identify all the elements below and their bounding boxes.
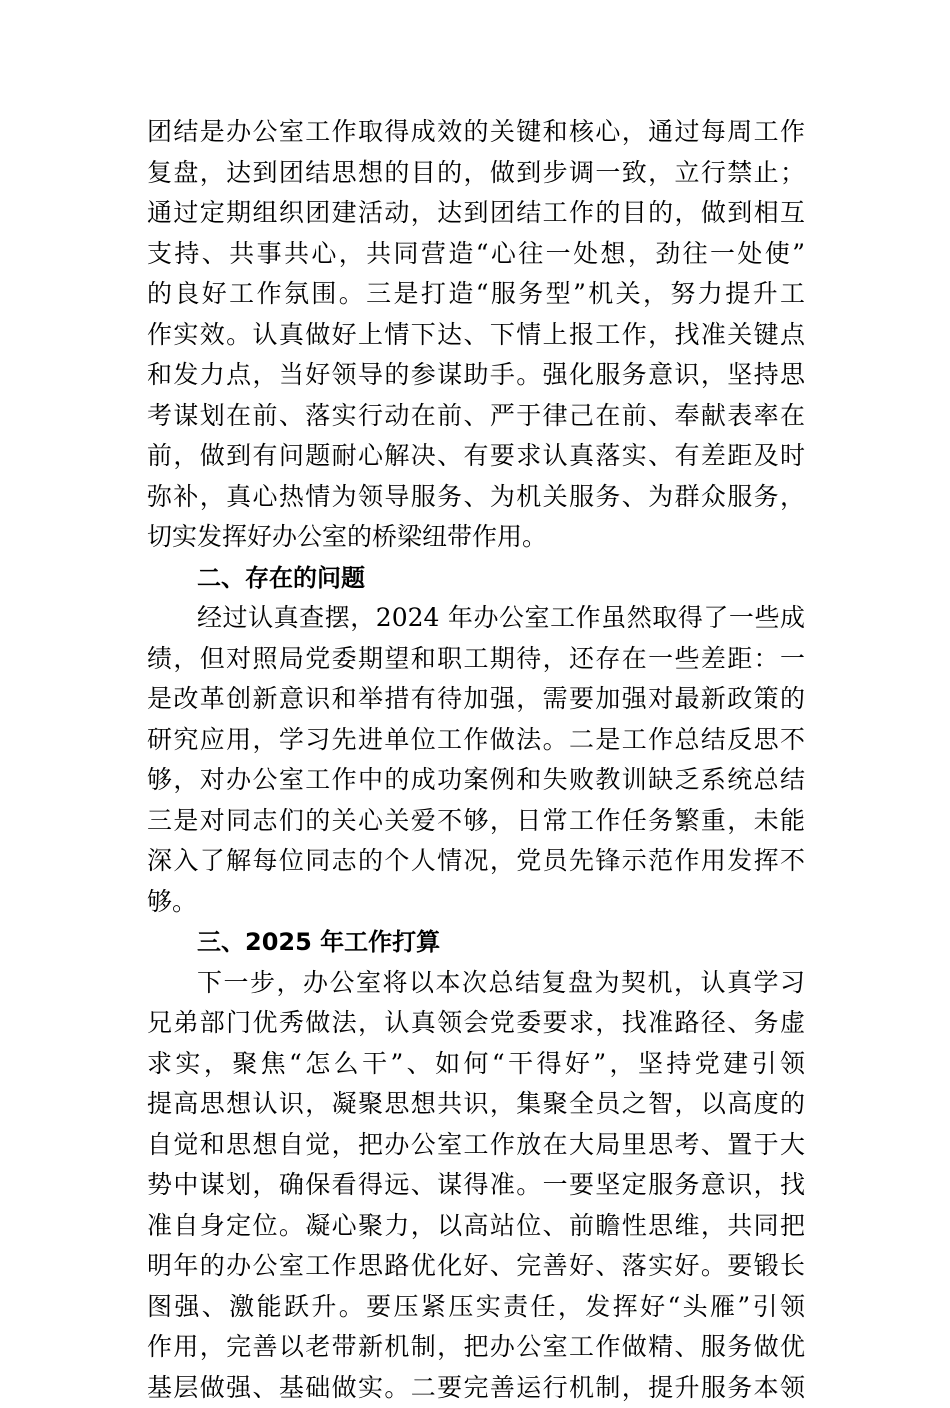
section3-paragraph	[147, 963, 805, 1408]
text-line: 兄弟部门优秀做法，认真领会党委要求，找准路径、务虚	[147, 1003, 805, 1044]
text-line: 准自身定位。凝心聚力，以高站位、前瞻性思维，共同把	[147, 1206, 805, 1247]
text-line: 是改革创新意识和举措有待加强，需要加强对最新政策的	[147, 679, 805, 720]
text-line: 作实效。认真做好上情下达、下情上报工作，找准关键点	[147, 315, 805, 356]
text-line: 作用，完善以老带新机制，把办公室工作做精、服务做优	[147, 1327, 805, 1368]
text-line: 三是对同志们的关心关爱不够，日常工作任务繁重，未能	[147, 801, 805, 842]
text-line: 弥补，真心热情为领导服务、为机关服务、为群众服务，	[147, 477, 805, 518]
text-line: 切实发挥好办公室的桥梁纽带作用。	[147, 517, 805, 558]
text-line: 的良好工作氛围。三是打造“服务型”机关，努力提升工	[147, 274, 805, 315]
text-line: 够。	[147, 882, 805, 923]
text-line: 提高思想认识，凝聚思想共识，集聚全员之智，以高度的	[147, 1084, 805, 1125]
section1-paragraph	[147, 112, 805, 558]
text-line: 求实，聚焦“怎么干”、如何“干得好”，坚持党建引领	[147, 1044, 805, 1085]
text-line: 通过定期组织团建活动，达到团结工作的目的，做到相互	[147, 193, 805, 234]
text-line: 团结是办公室工作取得成效的关键和核心，通过每周工作	[147, 112, 805, 153]
section2-paragraph	[147, 598, 805, 922]
text-line: 图强、激能跃升。要压紧压实责任，发挥好“头雁”引领	[147, 1287, 805, 1328]
text-line: 势中谋划，确保看得远、谋得准。一要坚定服务意识，找	[147, 1165, 805, 1206]
text-line: 下一步，办公室将以本次总结复盘为契机，认真学习	[147, 963, 805, 1004]
text-line: 明年的办公室工作思路优化好、完善好、落实好。要锻长	[147, 1246, 805, 1287]
text-line: 考谋划在前、落实行动在前、严于律己在前、奉献表率在	[147, 396, 805, 437]
text-line: 复盘，达到团结思想的目的，做到步调一致，立行禁止；	[147, 153, 805, 194]
text-line: 支持、共事共心，共同营造“心往一处想，劲往一处使”	[147, 234, 805, 275]
text-line: 经过认真查摆，2024 年办公室工作虽然取得了一些成	[147, 598, 805, 639]
text-line: 绩，但对照局党委期望和职工期待，还存在一些差距：一	[147, 639, 805, 680]
document-page	[147, 112, 805, 1408]
text-line: 深入了解每位同志的个人情况，党员先锋示范作用发挥不	[147, 841, 805, 882]
text-line: 研究应用，学习先进单位工作做法。二是工作总结反思不	[147, 720, 805, 761]
text-line: 够，对办公室工作中的成功案例和失败教训缺乏系统总结	[147, 760, 805, 801]
text-line: 和发力点，当好领导的参谋助手。强化服务意识，坚持思	[147, 355, 805, 396]
text-line: 前，做到有问题耐心解决、有要求认真落实、有差距及时	[147, 436, 805, 477]
text-line: 自觉和思想自觉，把办公室工作放在大局里思考、置于大	[147, 1125, 805, 1166]
text-line: 基层做强、基础做实。二要完善运行机制，提升服务本领	[147, 1368, 805, 1408]
section-heading-problems: 二、存在的问题	[147, 558, 805, 599]
section-heading-plan: 三、2025 年工作打算	[147, 922, 805, 963]
